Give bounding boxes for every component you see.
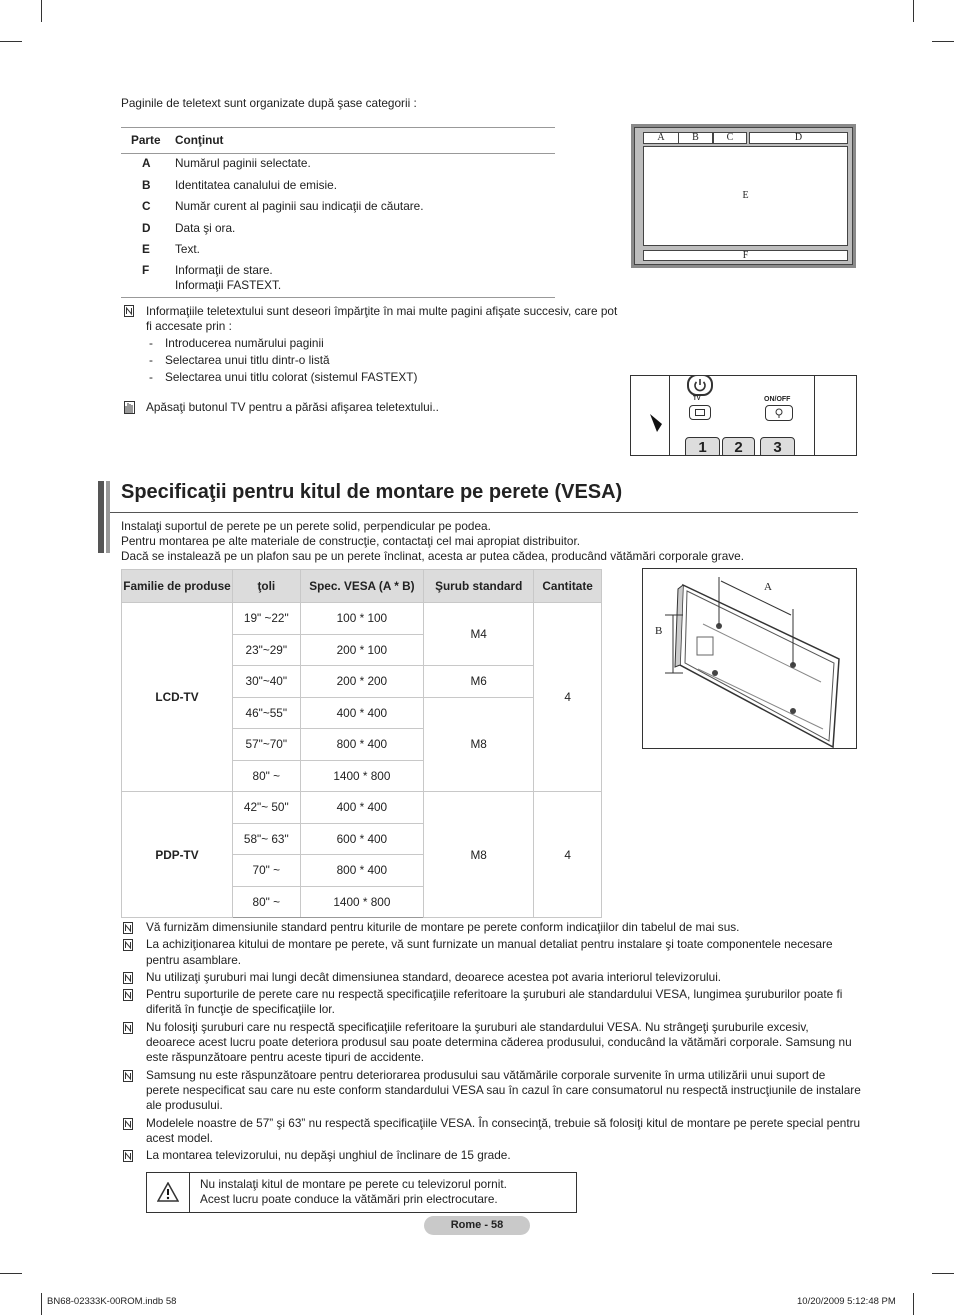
size-cell: 46"~55" bbox=[233, 697, 301, 729]
footer-left: BN68-02333K-00ROM.indb 58 bbox=[47, 1296, 177, 1307]
list-item: Selectarea unui titlu dintr-o listă bbox=[165, 353, 330, 367]
crop-mark bbox=[41, 1293, 42, 1315]
intro-line: Instalaţi suportul de perete pe un perete solid, perpendicular pe podea. bbox=[121, 519, 491, 533]
row-part: C bbox=[142, 199, 151, 213]
teletext-part-b: B bbox=[678, 132, 713, 144]
intro-line: Pentru montarea pe alte materiale de construcţie, contactaţi cel mai apropiat distribuitor. bbox=[121, 534, 581, 548]
note-text: La montarea televizorului, nu depăşi unghiul de înclinare de 15 grade. bbox=[146, 1148, 511, 1163]
header-qty: Cantitate bbox=[534, 570, 602, 603]
row-part: B bbox=[142, 178, 151, 192]
note-icon bbox=[123, 972, 133, 984]
spec-cell: 1400 * 800 bbox=[300, 886, 424, 918]
tv-label: TV bbox=[693, 396, 701, 402]
header-spec: Spec. VESA (A * B) bbox=[300, 570, 424, 603]
footer-right: 10/20/2009 5:12:48 PM bbox=[797, 1296, 896, 1307]
size-cell: 70" ~ bbox=[233, 855, 301, 887]
crop-mark bbox=[932, 1273, 954, 1274]
note-item bbox=[121, 920, 861, 935]
table-row bbox=[121, 261, 555, 298]
warning-line: Nu instalaţi kitul de montare pe perete cu televizorul pornit. bbox=[200, 1177, 507, 1191]
spec-cell: 600 * 400 bbox=[300, 823, 424, 855]
pointer-arrow-icon bbox=[648, 412, 670, 434]
teletext-intro: Paginile de teletext sunt organizate după şase categorii : bbox=[121, 96, 417, 110]
teletext-table-header bbox=[121, 127, 555, 154]
spec-cell: 200 * 200 bbox=[300, 666, 424, 698]
note-icon bbox=[123, 1022, 133, 1034]
row-part: D bbox=[142, 221, 151, 235]
crop-mark bbox=[0, 41, 22, 42]
spec-cell: 400 * 400 bbox=[300, 792, 424, 824]
warning-icon bbox=[157, 1182, 179, 1202]
light-button[interactable] bbox=[765, 405, 793, 421]
tv-button[interactable] bbox=[689, 405, 711, 420]
page-label: Rome - 58 bbox=[424, 1216, 530, 1235]
note-item bbox=[121, 1068, 861, 1114]
crop-mark bbox=[913, 0, 914, 22]
table-row bbox=[121, 154, 555, 176]
row-content: Număr curent al paginii sau indicaţii de căutare. bbox=[175, 199, 424, 213]
size-cell: 23"~29" bbox=[233, 634, 301, 666]
row-content: Numărul paginii selectate. bbox=[175, 156, 311, 170]
teletext-part-e: E bbox=[643, 146, 848, 246]
table-row bbox=[121, 240, 555, 261]
spec-cell: 800 * 400 bbox=[300, 855, 424, 887]
teletext-part-c: C bbox=[713, 132, 747, 144]
note-icon bbox=[123, 939, 133, 951]
note-item bbox=[121, 937, 861, 968]
dimension-b-label: B bbox=[655, 625, 663, 637]
row-content: Informaţii FASTEXT. bbox=[175, 278, 282, 292]
vesa-diagram bbox=[642, 568, 857, 749]
teletext-exit-note bbox=[121, 400, 439, 415]
onoff-label: ON/OFF bbox=[764, 396, 791, 403]
section-bar bbox=[98, 481, 104, 553]
size-cell: 19" ~22" bbox=[233, 603, 301, 635]
row-content: Identitatea canalului de emisie. bbox=[175, 178, 337, 192]
header-size: ţoli bbox=[233, 570, 301, 603]
size-cell: 30"~40" bbox=[233, 666, 301, 698]
section-divider bbox=[110, 512, 858, 513]
table-row bbox=[121, 219, 555, 240]
spec-cell: 1400 * 800 bbox=[300, 760, 424, 792]
note-icon bbox=[124, 305, 134, 317]
row-part: A bbox=[142, 156, 151, 170]
note-text: Vă furnizăm dimensiunile standard pentru kiturile de montare pe perete conform indicaţiilor din tabelul de mai sus. bbox=[146, 920, 740, 934]
power-icon bbox=[687, 375, 713, 396]
vesa-table bbox=[121, 569, 602, 918]
qty-cell: 4 bbox=[534, 792, 602, 918]
teletext-part-f: F bbox=[643, 250, 848, 261]
spec-cell: 100 * 100 bbox=[300, 603, 424, 635]
list-item: Selectarea unui titlu colorat (sistemul FASTEXT) bbox=[165, 370, 418, 384]
teletext-diagram bbox=[631, 124, 856, 268]
list-item: Introducerea numărului paginii bbox=[165, 336, 324, 350]
teletext-note-text: Informaţiile teletextului sunt deseori împărţite în mai multe pagini afişate succesiv, care pot fi accesate prin : bbox=[146, 304, 618, 333]
table-row bbox=[121, 197, 555, 219]
warning-line: Acest lucru poate conduce la vătămări prin electrocutare. bbox=[200, 1192, 498, 1206]
note-item bbox=[121, 987, 861, 1018]
header-family: Familie de produse bbox=[122, 570, 233, 603]
row-part: E bbox=[142, 242, 150, 256]
note-text: La achiziţionarea kitului de montare pe perete, vă sunt furnizate un manual detaliat pentru instalare şi toate componentele necesare pentru asamblare. bbox=[146, 937, 833, 967]
note-text: Samsung nu este răspunzătoare pentru deteriorarea produsului sau vătămările corporale survenite în urma utilizării unui suport de perete nespecificat sau care nu este conform standardului VESA sau în cazul în care consumatorul nu respectă instrucţiunile de instalare ale produsului. bbox=[146, 1067, 861, 1113]
vesa-notes bbox=[121, 920, 861, 1165]
note-item bbox=[121, 1020, 861, 1066]
family-lcd: LCD-TV bbox=[122, 603, 233, 792]
key-1-button[interactable]: 1 bbox=[685, 437, 720, 456]
crop-mark bbox=[41, 0, 42, 22]
qty-cell: 4 bbox=[534, 603, 602, 792]
section-bar bbox=[106, 481, 110, 553]
size-cell: 58"~ 63" bbox=[233, 823, 301, 855]
spec-cell: 200 * 100 bbox=[300, 634, 424, 666]
warning-box bbox=[146, 1172, 577, 1213]
note-item bbox=[121, 1116, 861, 1147]
family-pdp: PDP-TV bbox=[122, 792, 233, 918]
note-text: Pentru suporturile de perete care nu respectă specificaţiile referitoare la şuruburi ale standardului VESA, lungimea şuruburilor poate fi diferită în funcţie de specificaţiile lor. bbox=[146, 987, 843, 1017]
crop-mark bbox=[932, 41, 954, 42]
section-intro bbox=[121, 519, 744, 564]
intro-line: Dacă se instalează pe un plafon sau pe un perete înclinat, acesta ar putea cădea, producând vătămări corporale grave. bbox=[121, 549, 745, 563]
row-content: Text. bbox=[175, 242, 200, 256]
row-content: Data şi ora. bbox=[175, 221, 236, 235]
key-3-button[interactable]: 3 bbox=[760, 437, 795, 456]
header-screw: Şurub standard bbox=[424, 570, 534, 603]
size-cell: 42"~ 50" bbox=[233, 792, 301, 824]
note-icon bbox=[123, 989, 133, 1001]
teletext-part-d: D bbox=[749, 132, 848, 144]
header-part: Parte bbox=[131, 133, 161, 147]
size-cell: 57"~70" bbox=[233, 729, 301, 761]
note-icon bbox=[123, 1150, 133, 1162]
note-item bbox=[121, 1148, 861, 1163]
size-cell: 80" ~ bbox=[233, 886, 301, 918]
section-title: Specificaţii pentru kitul de montare pe perete (VESA) bbox=[121, 481, 623, 503]
key-2-button[interactable]: 2 bbox=[722, 437, 755, 456]
note-text: Nu utilizaţi şuruburi mai lungi decât dimensiunea standard, deoarece acestea pot avaria interiorul televizorului. bbox=[146, 969, 722, 984]
crop-mark bbox=[0, 1273, 22, 1274]
note-item bbox=[121, 970, 861, 985]
size-cell: 80" ~ bbox=[233, 760, 301, 792]
screw-cell: M6 bbox=[424, 666, 534, 698]
teletext-exit-text: Apăsaţi butonul TV pentru a părăsi afişarea teletextului.. bbox=[146, 400, 439, 414]
table-row bbox=[121, 176, 555, 197]
note-icon bbox=[123, 922, 133, 934]
dimension-a-label: A bbox=[764, 581, 772, 593]
header-content: Conţinut bbox=[175, 133, 224, 147]
spec-cell: 800 * 400 bbox=[300, 729, 424, 761]
remote-illustration bbox=[630, 375, 857, 456]
screw-cell: M4 bbox=[424, 603, 534, 666]
screw-cell: M8 bbox=[424, 792, 534, 918]
row-part: F bbox=[142, 263, 150, 277]
spec-cell: 400 * 400 bbox=[300, 697, 424, 729]
row-content: Informaţii de stare. bbox=[175, 263, 273, 277]
teletext-part-a: A bbox=[643, 132, 679, 144]
teletext-note: Informaţiile teletextului sunt deseori împărţite în mai multe pagini afişate succesiv, care pot fi accesate prin : - Introducerea numărului paginii - Selectarea unui titlu dintr-o listă - Selectarea unui titlu colorat (sistemul FASTEXT) bbox=[121, 304, 621, 387]
note-icon bbox=[123, 1118, 133, 1130]
hand-icon bbox=[124, 401, 135, 414]
crop-mark bbox=[913, 1293, 914, 1315]
note-text: Modelele noastre de 57” şi 63” nu respectă specificaţiile VESA. În consecinţă, trebuie să folosiţi kitul de montare pe perete special pentru acest model. bbox=[146, 1115, 861, 1145]
screw-cell: M8 bbox=[424, 697, 534, 792]
note-text: Nu folosiţi şuruburi care nu respectă specificaţiile referitoare la şuruburi ale standardului VESA. Nu strângeţi şuruburile excesiv, deoarece acest lucru poate deteriora produsul sau poate determina căderea produsului, conducând la vătămări corporale. Samsung nu este răspunzătoare pentru aceste tipuri de accidente. bbox=[146, 1019, 852, 1065]
note-icon bbox=[123, 1070, 133, 1082]
teletext-table bbox=[121, 127, 555, 298]
